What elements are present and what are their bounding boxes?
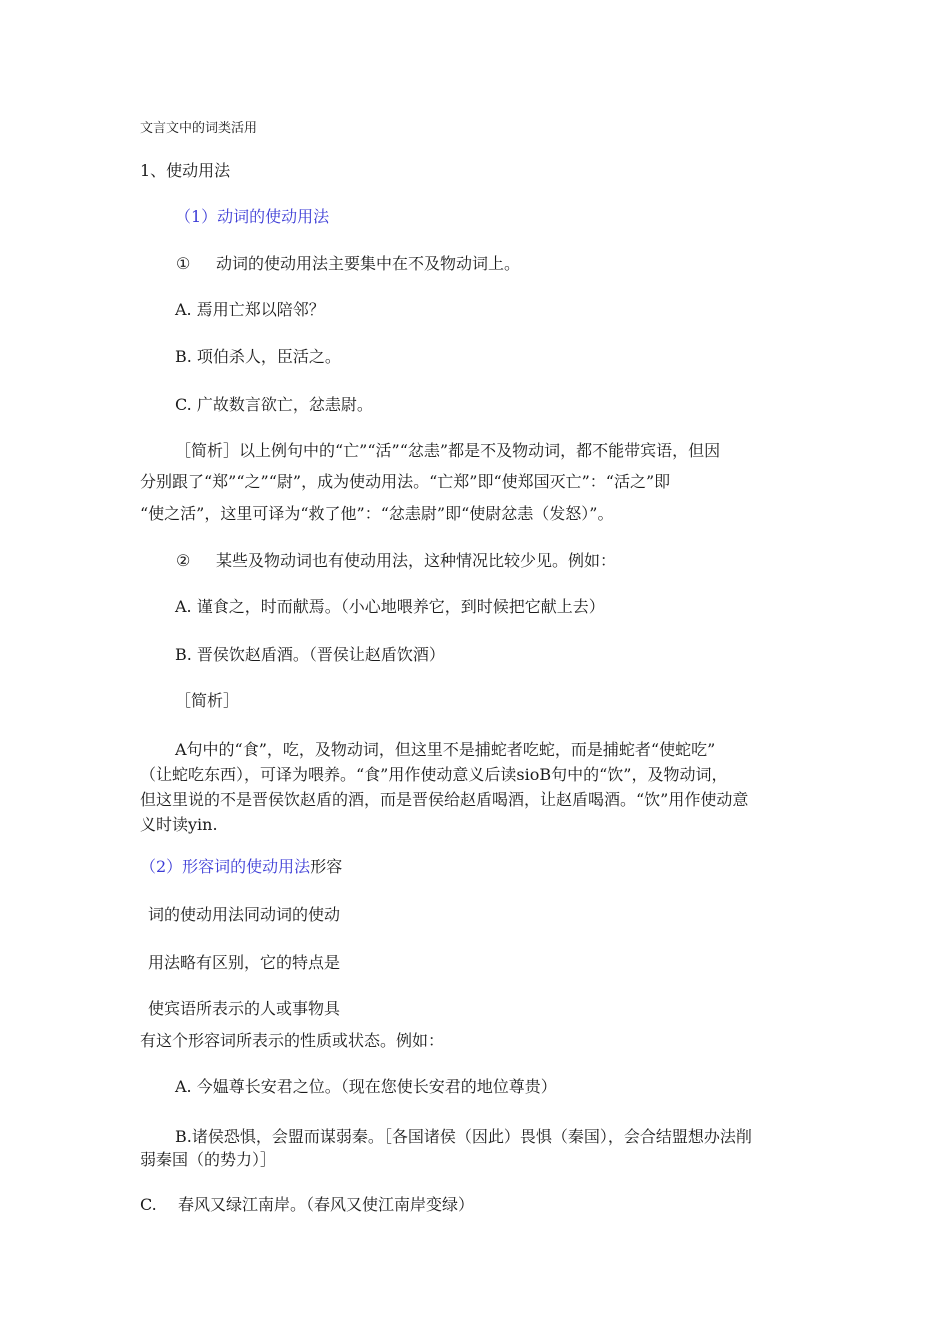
- point-text-2: 某些及物动词也有使动用法，这种情况比较少见。例如：: [216, 551, 617, 570]
- adjective-text-line-3: 使宾语所表示的人或事物具: [148, 999, 341, 1018]
- adjective-text-line-1: 词的使动用法同动词的使动: [148, 905, 341, 924]
- point-marker-1: ①: [176, 254, 191, 273]
- example-1c: C. 广故数言欲亡，忿恚尉。: [175, 395, 373, 414]
- subheading-verb-causative: （1）动词的使动用法: [175, 207, 330, 226]
- analysis-2-label: ［简析］: [175, 691, 240, 710]
- example-3c-marker: C.: [140, 1195, 157, 1214]
- adjective-text-line-2: 用法略有区别，它的特点是: [148, 953, 341, 972]
- analysis-1-line-1: ［简析］以上例句中的“亡”“活”“忿恚”都是不及物动词，都不能带宾语，但因: [175, 441, 721, 460]
- analysis-2-line-1: A句中的“食”，吃，及物动词，但这里不是捕蛇者吃蛇，而是捕蛇者“使蛇吃”: [175, 740, 716, 759]
- document-title: 文言文中的词类活用: [140, 121, 258, 136]
- subheading-adjective-causative: （2）形容词的使动用法: [140, 857, 311, 876]
- subheading-tail: 形容: [310, 857, 343, 876]
- subheading-adjective-causative-row: [140, 857, 342, 877]
- example-1a: A. 焉用亡郑以陪邻？: [175, 300, 325, 319]
- point-marker-2: ②: [176, 551, 191, 570]
- example-3a: A. 今媪尊长安君之位。（现在您使长安君的地位尊贵）: [175, 1077, 557, 1096]
- analysis-2-line-3: 但这里说的不是晋侯饮赵盾的酒，而是晋侯给赵盾喝酒，让赵盾喝酒。“饮”用作使动意: [140, 790, 749, 809]
- analysis-1-line-3: “使之活”，这里可译为“救了他”：“忿恚尉”即“使尉忿恚（发怒）”。: [140, 504, 614, 523]
- example-2a: A. 谨食之，时而献焉。（小心地喂养它，到时候把它献上去）: [175, 597, 605, 616]
- example-2b: B. 晋侯饮赵盾酒。（晋侯让赵盾饮酒）: [175, 645, 445, 664]
- adjective-text-line-4: 有这个形容词所表示的性质或状态。例如：: [140, 1031, 445, 1050]
- analysis-1-line-2: 分别跟了“郑”“之”“尉”，成为使动用法。“亡郑”即“使郑国灭亡”：“活之”即: [140, 472, 671, 491]
- example-3b-line-2: 弱秦国（的势力）］: [140, 1150, 277, 1169]
- example-3b-line-1: B.诸侯恐惧，会盟而谋弱秦。［各国诸侯（因此）畏惧（秦国），会合结盟想办法削: [175, 1127, 752, 1146]
- point-text-1: 动词的使动用法主要集中在不及物动词上。: [216, 254, 521, 273]
- example-3c-text: 春风又绿江南岸。（春风又使江南岸变绿）: [178, 1195, 475, 1214]
- example-1b: B. 项伯杀人，臣活之。: [175, 347, 341, 366]
- analysis-2-line-4: 义时读yin.: [140, 815, 218, 834]
- section-heading-causative: 1、使动用法: [140, 161, 231, 180]
- analysis-2-line-2: （让蛇吃东西），可译为喂养。“食”用作使动意义后读sioB句中的“饮”，及物动词，: [140, 765, 728, 784]
